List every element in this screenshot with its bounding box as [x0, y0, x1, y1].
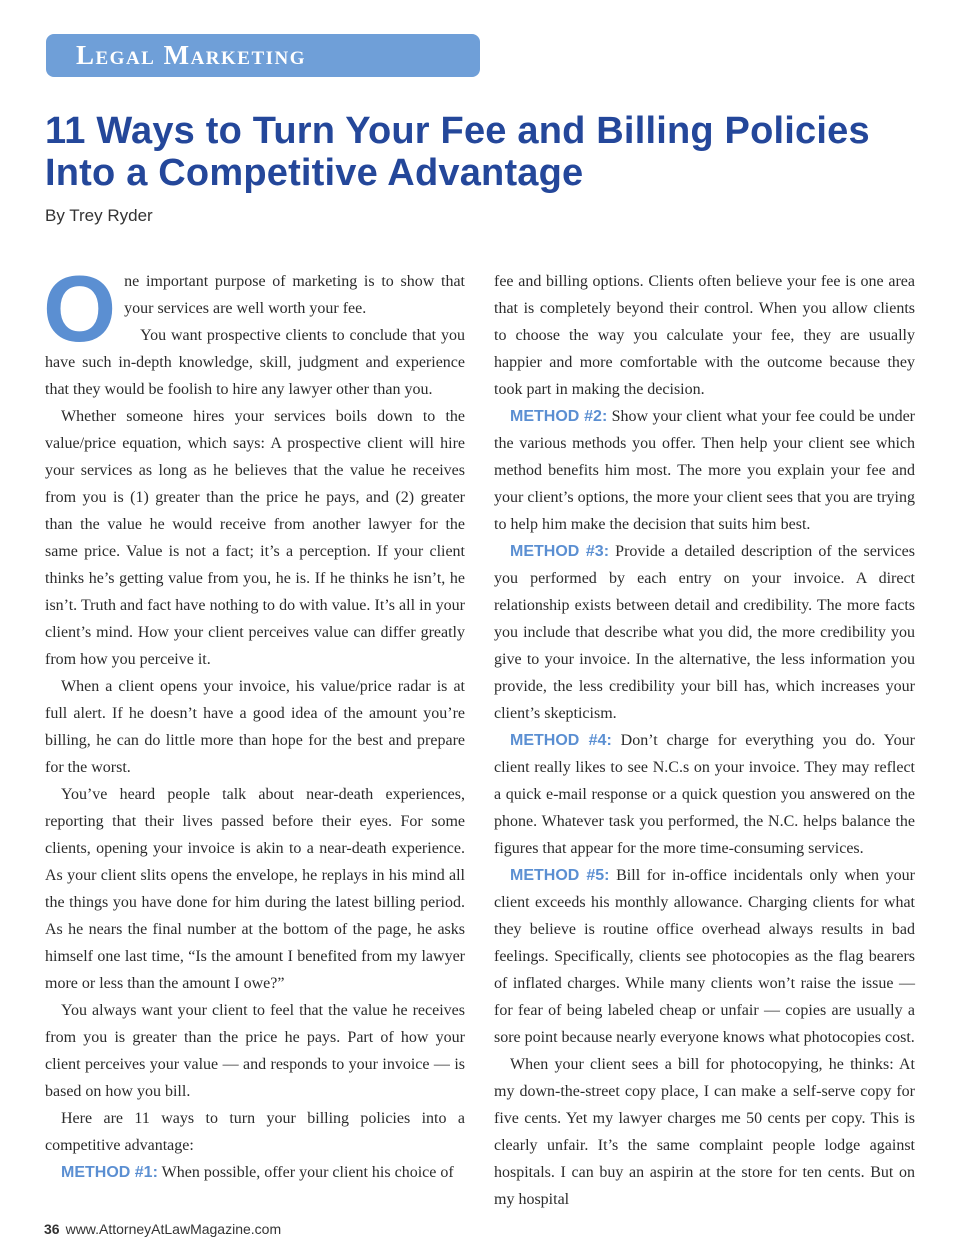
method-4-label: METHOD #4:	[510, 732, 612, 749]
page-footer	[44, 1221, 281, 1237]
method-3-paragraph	[494, 538, 915, 727]
footer-url[interactable]: www.AttorneyAtLawMagazine.com	[65, 1221, 282, 1237]
byline: By Trey Ryder	[45, 206, 153, 225]
page-number: 36	[44, 1221, 60, 1237]
right-column	[494, 268, 915, 1213]
method-3-label: METHOD #3:	[510, 543, 610, 560]
method-2-text: Show your client what your fee could be under the various methods you offer. Then help your client see which method benefits him most. The more you explain your fee and your client’s options, the more your client sees that you are trying to help him make the decision that suits him best.	[494, 408, 916, 533]
method-4-text: Don’t charge for everything you do. Your client really likes to see N.C.s on your invoice. They may reflect a quick e-mail response or a quick question you answered on the phone. Whatever task you performed, the N.C. helps balance the figures that appear for the more time-consuming services.	[494, 732, 915, 857]
method-2-paragraph	[494, 403, 915, 538]
method-5-paragraph	[494, 862, 915, 1051]
article-title: 11 Ways to Turn Your Fee and Billing Policies Into a Competitive Advantage	[45, 110, 870, 194]
method-2-label: METHOD #2:	[510, 408, 608, 425]
method-1-paragraph	[45, 1159, 465, 1186]
left-column	[43, 256, 465, 1186]
method-1-text: When possible, offer your client his choice of	[157, 1164, 454, 1181]
section-tag: Legal Marketing	[46, 34, 480, 77]
method-3-text: Provide a detailed description of the services you performed by each entry on your invoice. A direct relationship exists between detail and credibility. The more facts you include that describe what you did, the more credibility you give to your invoice. In the alternative, the less information you provide, the less credibility your bill has, which increases your client’s skepticism.	[494, 543, 916, 722]
method-5-text: Bill for in-office incidentals only when your client exceeds his monthly allowance. Charging clients for what they believe is routine office overhead always results in bad feelings. Specifically, clients see photocopies as the flag bearers of inflated charges. While many clients won’t raise the issue — for fear of being labeled cheap or unfair — copies are usually a sore point because nearly everyone knows what photocopies cost.	[494, 867, 915, 1046]
body-paragraph: Whether someone hires your services boils down to the value/price equation, which says: A prospective client will hire your services as long as he believes that the value he receives from you is (1) greater than the price he pays, and (2) greater than the value he would receive from another lawyer for the same price. Value is not a fact; it’s a perception. If your client thinks he’s getting value from you, he is. If he thinks he isn’t, he isn’t. Truth and fact have nothing to do with value. It’s all in your client’s mind. How your client perceives value can differ greatly from how you perceive it.	[45, 408, 465, 668]
body-paragraph: fee and billing options. Clients often believe your fee is one area that is completely beyond their control. When you allow clients to choose the way you calculate your fee, they are usually happier and more comfortable with the outcome because they took part in making the decision.	[494, 273, 915, 398]
intro-text: ne important purpose of marketing is to show that your services are well worth your fee.	[124, 273, 465, 317]
body-paragraph: Here are 11 ways to turn your billing policies into a competitive advantage:	[45, 1110, 465, 1154]
intro-paragraph	[43, 256, 465, 361]
body-paragraph: You always want your client to feel that the value he receives from you is greater than the price he pays. Part of how your client perceives your value — and responds to your invoice — is based on how you bill.	[45, 1002, 465, 1100]
body-paragraph: When your client sees a bill for photocopying, he thinks: At my down-the-street copy place, I can make a self-serve copy for five cents. Yet my lawyer charges me 50 cents per copy. This is clearly unfair. It’s the same complaint people lodge against hospitals. I can buy an aspirin at the store for ten cents. But on my hospital	[494, 1056, 915, 1208]
method-1-label: METHOD #1:	[61, 1164, 158, 1181]
drop-cap: O	[43, 256, 117, 361]
method-5-label: METHOD #5:	[510, 867, 610, 884]
body-paragraph: When a client opens your invoice, his value/price radar is at full alert. If he doesn’t have a good idea of the amount you’re billing, he can do little more than hope for the best and prepare for the worst.	[45, 678, 465, 776]
method-4-paragraph	[494, 727, 915, 862]
body-paragraph: You want prospective clients to conclude that you have such in-depth knowledge, skill, judgment and experience that they would be foolish to hire any lawyer other than you.	[45, 327, 465, 398]
body-paragraph: You’ve heard people talk about near-death experiences, reporting that their lives passed before their eyes. For some clients, opening your invoice is akin to a near-death experience. As your client slits opens the envelope, he replays in his mind all the things you have done for him during the latest billing period. As he nears the final number at the bottom of the page, he asks himself one last time, “Is the amount I benefited from my lawyer more or less than the amount I owe?”	[45, 786, 465, 992]
